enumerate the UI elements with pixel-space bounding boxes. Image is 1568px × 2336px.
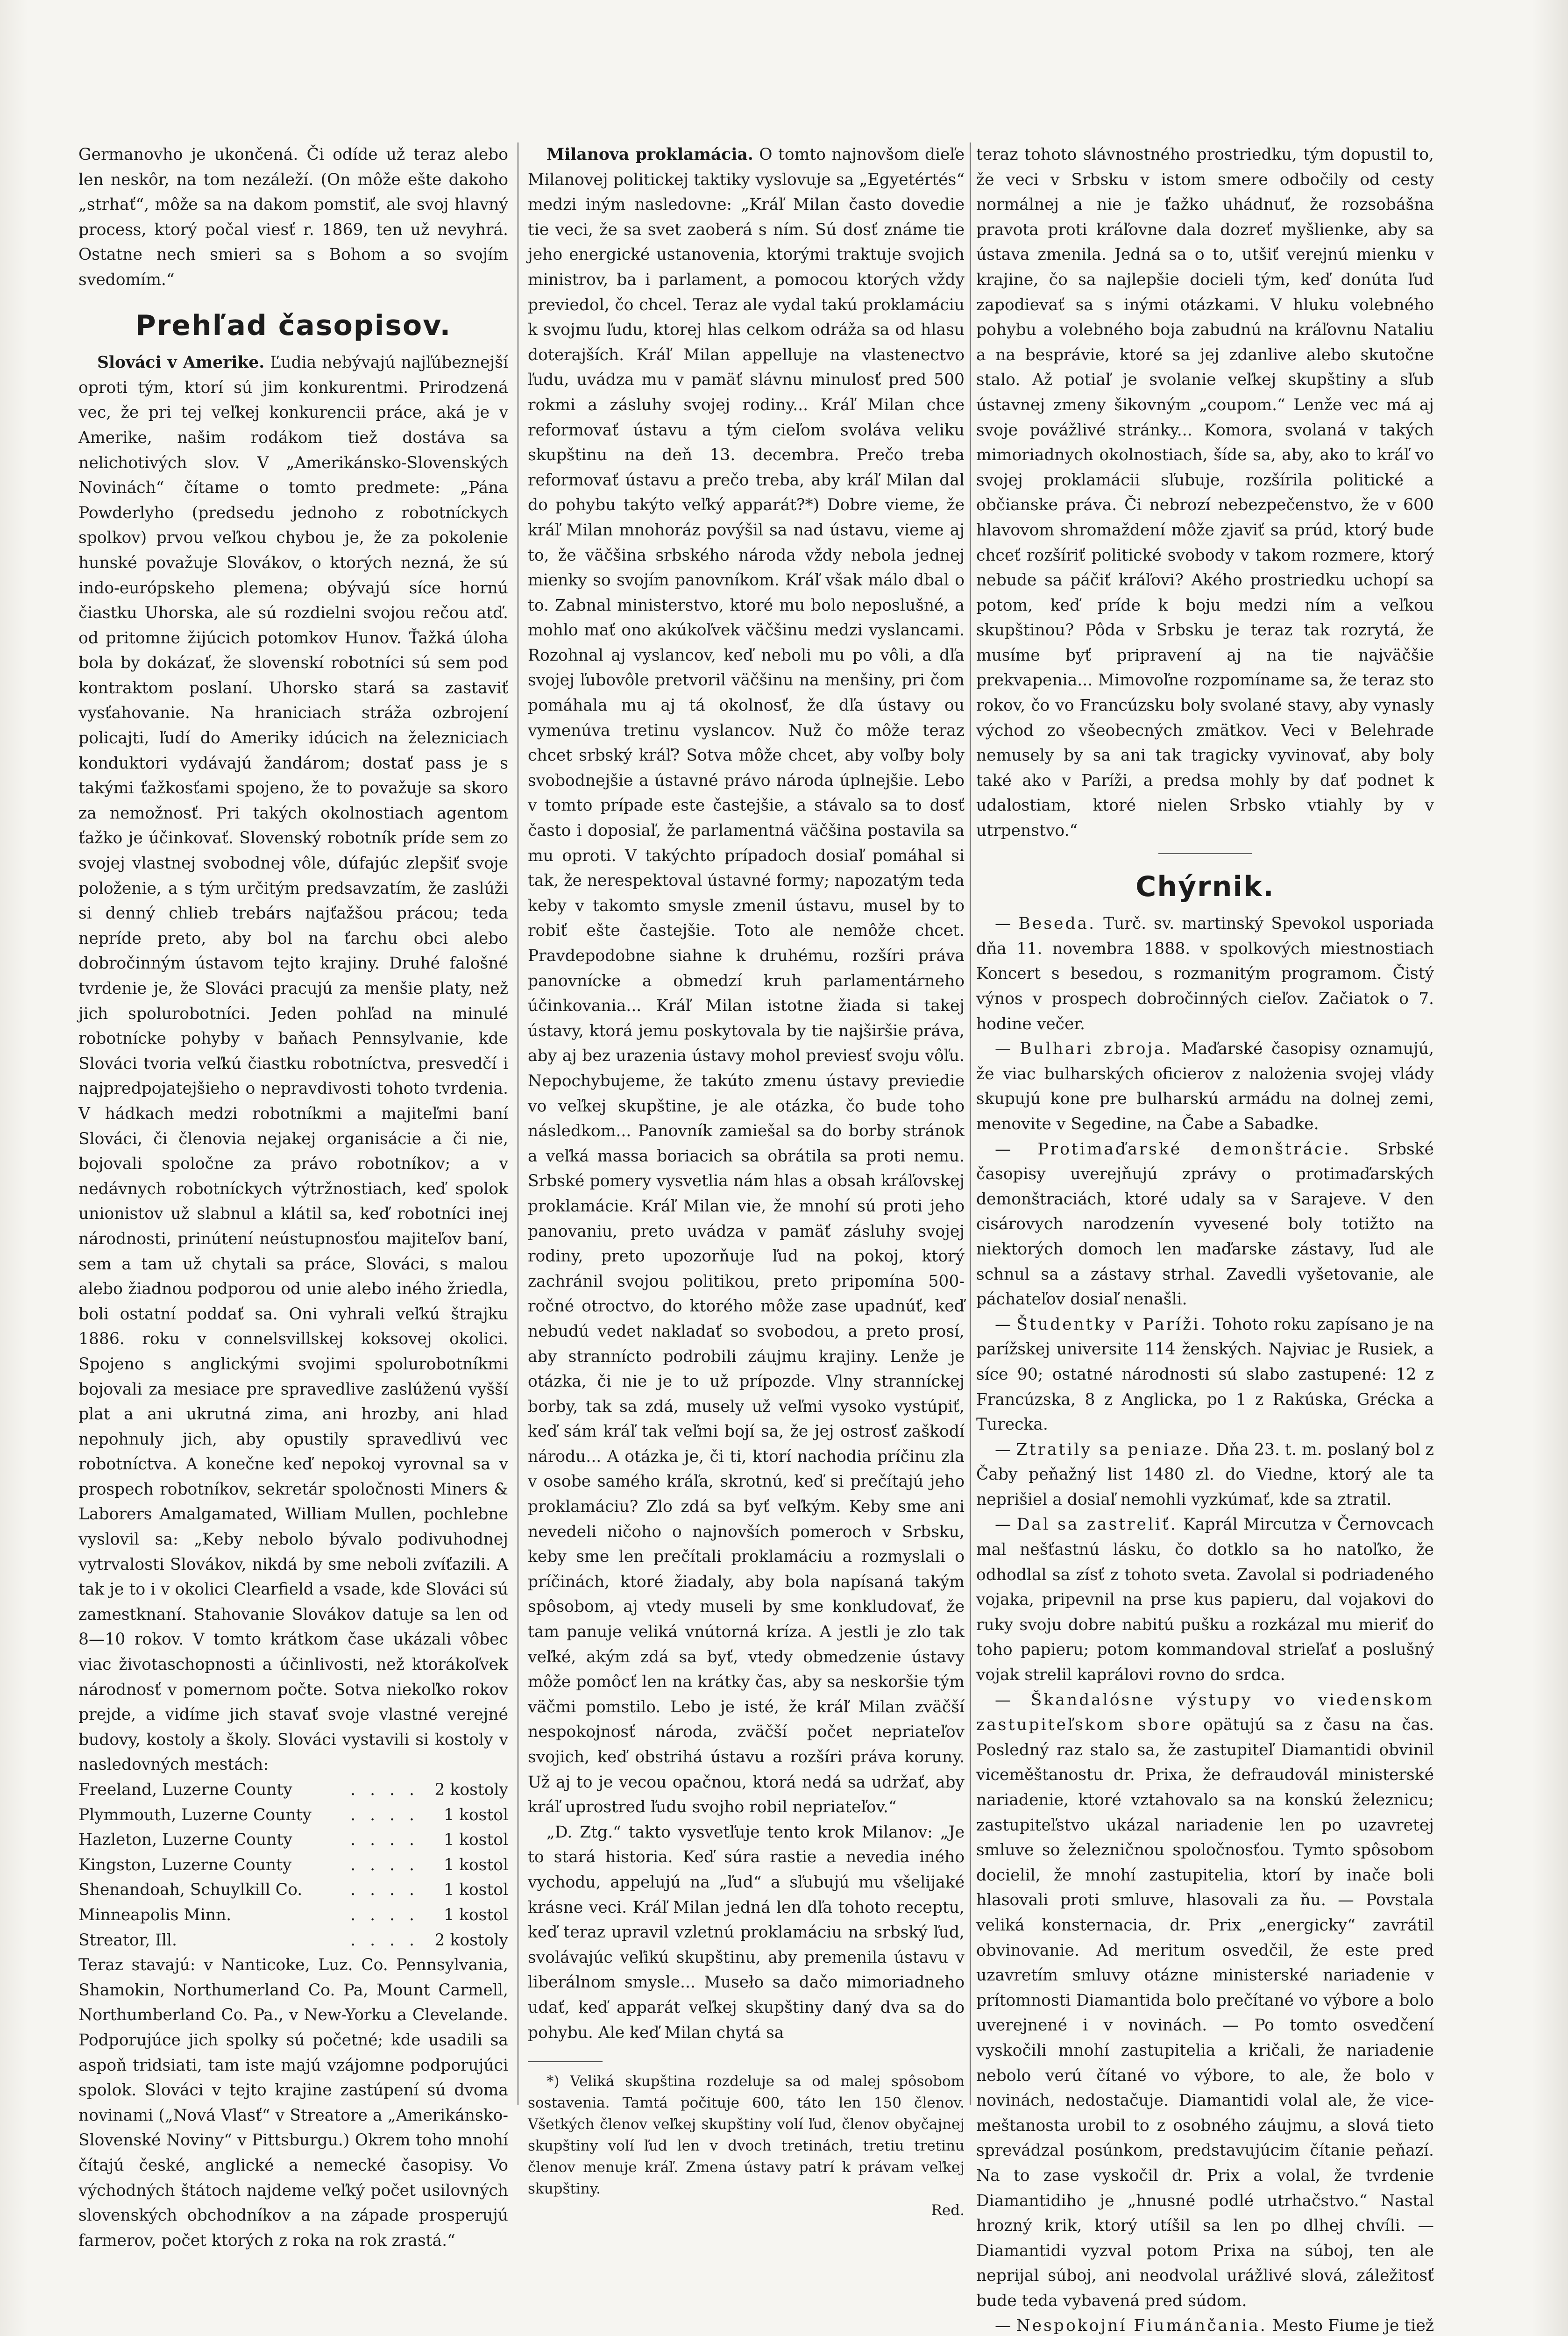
footnote: *) Veliká skupština rozdeluje sa od malej spôsobom sostavenia. Tamtá počituje 600, táto len 150 členov. Všetkých členov veľkej skupštiny volí ľud, členov obyčajnej skupštiny volí ľud len v dvoch tretinách, tretiu tretinu členov menuje kráľ. Zmena ústavy patrí k právam veľkej skupštiny. — [528, 2073, 965, 2198]
table-row — [78, 1828, 508, 1853]
leader-dots: . . . . — [350, 1905, 419, 1924]
news-item: — Beseda. Turč. sv. martinský Spevokol usporiada dňa 11. novembra 1888. v spolkových miestnostiach Koncert s besedou, s rozmanitým programom. Čistý výnos v prospech dobročinných cieľov. Začiatok o 7. hodine večer. — [976, 914, 1434, 1033]
table-row — [78, 1778, 508, 1803]
table-row — [78, 1878, 508, 1903]
leader-dots: . . . . — [350, 1880, 419, 1900]
leader-dots: . . . . — [350, 1855, 419, 1874]
news-body: Kaprál Mircutza v Černovcach mal nešťastnú lásku, čo dotklo sa ho natoľko, že odhodlal sa zísť z tohoto sveta. Zavolal si podriadeného vojaka, pripevnil na prse kus papieru, dal vojakovi do ruky svoju dobre nabitú pušku a rozkázal mu mieriť do toho papieru; potom kommandoval strieľať a poslušný vojak strelil kaprálovi rovno do srdca. — [976, 1515, 1434, 1685]
news-body: Tohoto roku zapísano je na parížskej universite 114 ženských. Najviac je Rusiek, a síce 90; ostatné národnosti sú slabo zastupené: 12 z Francúzska, 8 z Anglicka, po 1 z Rakúska, Grécka a Turecka. — [976, 1315, 1434, 1434]
count-cell: 2 kostoly — [434, 1780, 508, 1799]
news-item: — Študentky v Paríži. Tohoto roku zapísano je na parížskej universite 114 ženských. Najviac je Rusiek, a síce 90; ostatné národnosti sú slabo zastupené: 12 z Francúzska, 8 z Anglicka, po 1 z Rakúska, Grécka a Turecka. — [976, 1315, 1434, 1434]
leader-dots: . . . . — [350, 1830, 419, 1850]
article-title: Slováci v Amerike. — [97, 353, 265, 372]
news-title: Škandalósne výstupy vo viedenskom zastupiteľskom sbore — [976, 1690, 1434, 1735]
footnote-signature: Red. — [931, 2202, 965, 2219]
leader-dots: . . . . — [350, 1930, 419, 1950]
news-body: Dňa 23. t. m. poslaný bol z Čaby peňažný list 1480 zl. do Viedne, ktorý ale ta neprišiel a dosiaľ nemohli vyzkúmať, kde sa ztratil. — [976, 1440, 1434, 1509]
newspaper-name: „D. Ztg.“ — [546, 1823, 621, 1842]
section-heading-chyrnik: Chýrnik. — [1135, 870, 1275, 903]
table-row — [78, 1853, 508, 1878]
place-cell: Plymmouth, Luzerne County — [78, 1805, 312, 1824]
article-continuation: Germanovho je ukončená. Či odíde už teraz alebo len neskôr, na tom nezáleží. (On môže ešte dakoho „strhať“, môže sa na dakom pomstiť, ale svoj hlavný process, ktorý počal viesť r. 1869, ten už nevyhrá. Ostatne nech smieri sa s Bohom a so svojím svedomím.“ — [78, 145, 508, 289]
news-item: — Ztratily sa peniaze. Dňa 23. t. m. poslaný bol z Čaby peňažný list 1480 zl. do Viedne, ktorý ale ta neprišiel a dosiaľ nemohli vyzkúmať, kde sa ztratil. — [976, 1440, 1434, 1509]
place-cell: Kingston, Luzerne County — [78, 1855, 292, 1874]
news-title: Ztratily sa peniaze. — [1016, 1440, 1211, 1459]
article-slovaci — [78, 350, 508, 1778]
table-row — [78, 1803, 508, 1828]
place-cell: Streator, Ill. — [78, 1930, 177, 1950]
news-item: — Nespokojní Fiumánčania. Mesto Fiume je tiež — [976, 2314, 1434, 2336]
news-title: Protimaďarské demonštrácie. — [1037, 1140, 1351, 1159]
news-item: — Škandalósne výstupy vo viedenskom zastupiteľskom sbore opätujú sa z času na čas. Posledný raz stalo sa, že zastupiteľ Diamantidi obvinil viceměštanostu dr. Prixa, že defraudovál ministerské nariadenie, ktoré vztahovalo sa na konskú železnicu; zastupiteľstvo ukázal nariadenie len po uzavretej smluve so železničnou spoločnosťou. Tymto spôsobom docielil, že mnohí zastupitelia, ktorí by inače boli hlasovali proti smluve, hlasovali za ňu. — Povstala veliká konsternacia, dr. Prix „energicky“ zavrátil obvinovanie. Ad meritum osvedčil, že este pred uzavretím smluvy otázne ministerské nariadenie v prítomnosti Diamantida bolo prečítané vo výbore a bolo uverejnené i v novinách. — Po tomto osvedčení vyskočili mnohí zastupitelia a kričali, že nariadenie nebolo verú čítané vo výbore, to ale, že bolo v novinách, nedostačuje. Diamantidi volal ale, že vice-meštanosta urobil to z osobného záujmu, a slová tieto sprevádzal posúnkom, predstavujúcim čítanie peňazí. Na to zase vyskočil dr. Prix a volal, že tvrdenie Diamantidiho je „hnusné podlé utrhačstvo.“ Nastal hrozný krik, ktorý utíšil sa len po dlhej chvíli. — Diamantidi vyzval potom Prixa na súboj, ten ale neprijal súboj, ani neodvolal urážlivé slová, záležitosť bude teda vybavená pred súdom. — [976, 1690, 1434, 2310]
column-middle — [528, 142, 965, 2221]
news-body: Turč. sv. martinský Spevokol usporiada dňa 11. novembra 1888. v spolkových miestnostiach Koncert s besedou, s rozmanitým programom. Čistý výnos v prospech dobročinných cieľov. Začiatok o 7. hodine večer. — [976, 914, 1434, 1033]
table-row — [78, 1903, 508, 1928]
news-title: Nespokojní Fiumánčania. — [1016, 2316, 1267, 2336]
churches-table — [78, 1778, 508, 1953]
count-cell: 1 kostol — [444, 1805, 508, 1824]
section-divider — [1158, 853, 1252, 854]
news-title: Beseda. — [1018, 914, 1096, 933]
table-row — [78, 1928, 508, 1953]
place-cell: Shenandoah, Schuylkill Co. — [78, 1880, 303, 1900]
place-cell: Minneapolis Minn. — [78, 1905, 232, 1924]
article-body: takto vysvetľuje tento krok Milanov: „Je to stará historia. Keď súra rastie a nevedia iného vychodu, appelujú na „ľud“ a sľubujú mu všelijaké krásne veci. Kráľ Milan jedná len dľa tohoto receptu, keď teraz upravil vzletnú proklamáciu na srbský ľud, svolávajúc veľikú skupštinu, aby premenila ústavu v liberálnom smysle... Museło sa dačo mimoriadneho udať, keď apparát veľkej skupštiny daný dva sa do pohybu. Ale keď Milan chytá sa — [528, 1823, 965, 2042]
article-body: O tomto najnovšom dieľe Milanovej politickej taktiky vyslovuje sa „Egyetértés“ medzi iným nasledovne: „Kráľ Milan často dovedie tie veci, že sa svet zaoberá s ním. Sú dosť známe tie jeho energické ustanovenia, ktorými traktuje svojich ministrov, ba i parlament, a pomocou ktorých vždy previedol, čo chcel. Teraz ale vydal takú proklamáciu k svojmu ľudu, ktorej hlas celkom odráža sa od hlasu doterajších. Kráľ Milan appelluje na vlastenectvo ľudu, uvádza mu v pamäť slávnu minulosť pred 500 rokmi a zásluhy svojej rodiny... Kráľ Milan chce reformovať ústavu a tým cieľom svoláva veliku skupštinu na deň 13. decembra. Prečo treba reformovať ústavu a prečo treba, aby kráľ Milan dal do pohybu takýto veľký apparát?*) Dobre vieme, že kráľ Milan mnohoráz povýšil sa nad ústavu, vieme aj to, že väčšina srbského národa vždy nebola jednej mienky so svojím panovníkom. Kráľ však málo dbal o to. Zabnal ministerstvo, ktoré mu bolo neposlušné, a mohlo mať ono akúkoľvek väčšinu medzi vyslancami. Rozohnal aj vyslancov, keď neboli mu po vôli, a dľa svojej ľubovôle pretvoril väčšinu na menšiny, pri čom pomáhala mu aj tá okolnosť, že dľa ústavy ou vymenúva tretinu vyslancov. Nuž čo môže teraz chcet srbský kráľ? Sotva môže chcet, aby voľby boly svobodnejšie a ústavné právo národa úplnejšie. Lebo v tomto prípade este častejšie, a stávalo sa to dosť často i doposiaľ, že parlamentná väčšina postavila sa mu oproti. V takýchto prípadoch dosiaľ pomáhal si tak, že nerespektoval ústavné formy; napozatým teda keby v takomto smysle zmenil ústavu, musel by to robiť ešte častejšie. Toto ale nemôže chcet. Pravdepodobne siahne k druhému, rozšíri práva panovnícke a obmedzí kruh parlamentárneho účinkovania... Kráľ Milan istotne žiada si takej ústavy, ktorá jemu poskytovala by tie najširšie práva, aby aj bez urazenia ústavy mohol previesť svoju vôľu. Nepochybujeme, že takúto zmenu ústavy previedie vo veľkej skupštine, je ale otázka, čo bude toho následkom... Panovník zamiešal sa do borby stránok a veľká massa boriacich sa obrátila sa proti nemu. Srbské pomery vysvetlia nám hlas a obsah kráľovskej proklamácie. Kráľ Milan vie, že mnohí sú proti jeho panovaniu, preto uvádza v pamäť zásluhy svojej rodiny, preto upozorňuje ľud na pokoj, ktorý zachránil svojou politikou, preto pripomína 500-ročné otroctvo, do ktorého môže zase upadnúť, keď nebudú vedet nakladať so svobodou, a preto prosí, aby strannícto podrobili záujmu krajiny. Lenže je otázka, či nie je to už prípozde. Vlny stranníckej borby, tak sa zdá, musely už veľmi vysoko vystúpiť, keď sám kráľ tak veľmi bojí sa, že jej ostrosť zaškodí národu... A otázka je, či ti, ktorí nachodia príčinu zla v osobe samého kráľa, skrotnú, keď si prečítajú jeho proklamáciu? Zlo zdá sa byť veľkým. Keby sme ani nevedeli ničoho o najnovších pomeroch v Srbsku, keby sme len prečítali proklamáciu a rozmyslali o príčinách, ktoré žiadaly, aby bola napísaná takým spôsobom, aj vtedy museli by sme konkludovať, že tam panuje veliká vnútorná kríza. A jestli je zlo tak veľké, akým zdá sa byť, vtedy obmedzenie ústavy môže pomôcť len na krátky čas, aby sa neskoršie tým väčmi pomstilo. Lebo je isté, že kráľ Milan zväčší nespokojnosť národa, zväčší počet nepriateľov svojich, keď obstrihá ústavu a rozšíri práva koruny. Už aj to je vecou opačnou, ktorá nedá sa udržať, aby kráľ uprostred ľudu svojho robil nepriateľov.“ — [528, 145, 965, 1817]
news-title: Študentky v Paríži. — [1016, 1315, 1207, 1334]
news-item: — Protimaďarské demonštrácie. Srbské časopisy uverejňujú zprávy o protimaďarských demonštraciách, ktoré udaly sa v Sarajeve. V den cisárovych narodzenín vyvesené boly totižto na niektorých domoch len maďarske zástavy, ľud ale schnul sa a zástavy strhal. Zavedli vyšetovanie, ale páchateľov dosiaľ nenašli. — [976, 1140, 1434, 1309]
leader-dots: . . . . — [350, 1780, 419, 1799]
news-body: Srbské časopisy uverejňujú zprávy o protimaďarských demonštraciách, ktoré udaly sa v Sarajeve. V den cisárovych narodzenín vyvesené boly totižto na niektorých domoch len maďarske zástavy, ľud ale schnul sa a zástavy strhal. Zavedli vyšetovanie, ale páchateľov dosiaľ nenašli. — [976, 1140, 1434, 1309]
news-item: — Dal sa zastreliť. Kaprál Mircutza v Černovcach mal nešťastnú lásku, čo dotklo sa ho natoľko, že odhodlal sa zísť z tohoto sveta. Zavolal si podriadeného vojaka, pripevnil na prse kus papieru, dal vojakovi do ruky svoju dobre nabitú pušku a rozkázal mu mieriť do toho papieru; potom kommandoval strieľať a poslušný vojak strelil kaprálovi rovno do srdca. — [976, 1515, 1434, 1685]
place-cell: Hazleton, Luzerne County — [78, 1830, 292, 1850]
article-title: Milanova proklamácia. — [546, 145, 753, 164]
leader-dots: . . . . — [350, 1805, 419, 1824]
news-body: opätujú sa z času na čas. Posledný raz stalo sa, že zastupiteľ Diamantidi obvinil viceměštanostu dr. Prixa, že defraudovál ministerské nariadenie, ktoré vztahovalo sa na konskú železnicu; zastupiteľstvo ukázal nariadenie len po uzavretej smluve so železničnou spoločnosťou. Tymto spôsobom docielil, že mnohí zastupitelia, ktorí by inače boli hlasovali proti smluve, hlasovali za ňu. — Povstala veliká konsternacia, dr. Prix „energicky“ zavrátil obvinovanie. Ad meritum osvedčil, že este pred uzavretím smluvy otázne ministerské nariadenie v prítomnosti Diamantida bolo prečítané vo výbore a bolo uverejnené i v novinách. — Po tomto osvedčení vyskočili mnohí zastupitelia a kričali, že nariadenie nebolo verú čítané vo výbore, to ale, že bolo v novinách, nedostačuje. Diamantidi volal ale, že vice-meštanosta urobil to z osobného záujmu, a slová tieto sprevádzal posúnkom, predstavujúcim čítanie peňazí. Na to zase vyskočil dr. Prix a volal, že tvrdenie Diamantidiho je „hnusné podlé utrhačstvo.“ Nastal hrozný krik, ktorý utíšil sa len po dlhej chvíli. — Diamantidi vyzval potom Prixa na súboj, ten ale neprijal súboj, ani neodvolal urážlivé slová, záležitosť bude teda vybavená pred súdom. — [976, 1716, 1434, 2310]
news-item: — Bulhari zbroja. Maďarské časopisy oznamujú, že viac bulharských oficierov z nalożenia svojej vlády skupujú kone pre bulharskú armádu na dolnej zemi, menovite v Segedine, na Čabe a Sabadke. — [976, 1040, 1434, 1133]
column-left — [78, 142, 508, 2253]
news-body: Mesto Fiume je tiež — [1272, 2316, 1434, 2336]
news-title: Bulhari zbroja. — [1020, 1040, 1173, 1059]
count-cell: 1 kostol — [444, 1880, 508, 1900]
count-cell: 2 kostoly — [434, 1930, 508, 1950]
article-milan — [528, 142, 965, 1820]
article-body: Ľudia nebývajú najľúbeznejší oproti tým, ktorí sú jim konkurentmi. Prirodzená vec, že pri tej veľkej konkurencii práce, aká je v Amerike, našim rodákom tiež dostáva sa nelichotivých slov. V „Amerikánsko-Slovenských Novinách“ čítame o tomto predmete: „Pána Powderlyho (predsedu jednoho z robotníckych spolkov) prvou veľkou chybou je, že za pokolenie hunské považuje Slovákov, o ktorých nezná, že sú indo-európskeho plemena; obývajú síce hornú čiastku Uhorska, ale sú rozdielni svojou rečou atď. od pritomne žijúcich potomkov Hunov. Ťažká úloha bola by dokázať, že slovenskí robotníci sú sem pod kontraktom poslaní. Uhorsko stará sa zastaviť vysťahovanie. Na hraniciach stráža ozbrojení policajti, ľudí do Ameriky idúcich na železniciach konduktori vydávajú žandárom; dostať pass je s takými ťažkosťami spojeno, že to považuje sa skoro za nemožnosť. Pri takých okolnostiach agentom ťažko je účinkovať. Slovenský robotník príde sem zo svojej vlastnej svobodnej vôle, dúfajúc zlepšiť svoje položenie, a s tým určitým predsavzatím, že zaslúži si denný chlieb trebárs najťažšou prácou; teda nepríde preto, aby bol na ťarchu obci alebo dobročinným ústavom tejto krajiny. Druhé falošné tvrdenie je, že Slováci pracujú za menšie platy, než jich spolurobotníci. Jeden pohľad na minulé robotnícke pohyby v baňach Pennsylvanie, kde Slováci tvoria veľkú čiastku robotníctva, presvedčí i najpredpojatejšieho o nepravdivosti tohoto tvrdenia. V hádkach medzi robotníkmi a majiteľmi baní Slováci, či členovia nejakej organisácie a či nie, bojovali spoločne za právo robotníkov; a v nedávnych robotníckych výtržnostiach, keď spolok unionistov už slabnul a klátil sa, keď robotníci inej národnosti, prinútení neústupnosťou majiteľov baní, sem a tam už chytali sa práce, Slováci, s malou alebo žiadnou podporou od unie alebo iného žriedla, boli ostatní poddať sa. Oni vyhrali veľkú štrajku 1886. roku v connelsvillskej koksovej okolici. Spojeno s anglickými svojimi spolurobotníkmi bojovali za mesiace pre spravedlive zaslúženú vyšší plat a ani ukrutná zima, ani hrozby, ani hlad nepohnuly jich, aby opustily spravedlivú vec robotníctva. A konečne keď nepokoj vyrovnal sa v prospech robotníkov, sekretár spoločnosti Miners & Laborers Amalgamated, William Mullen, pochlebne vyslovil sa: „Keby nebolo bývalo podivuhodnej vytrvalosti Slovákov, nikdá by sme neboli zvíťazili. A tak je to i v okolici Clearfield a vsade, kde Slováci sú zamestknaní. Stahovanie Slovákov datuje sa len od 8—10 rokov. V tomto krátkom čase ukázali vôbec viac životaschopnosti a účinlivosti, než ktorákoľvek národnosť v pomernom počte. Sotva niekoľko rokov prejde, a vidíme jich stavať svoje vlastné verejné budovy, kostoly a školy. Slováci vystavili si kostoly v nasledovných mestách: — [78, 353, 508, 1774]
column-divider-right — [970, 142, 971, 2105]
count-cell: 1 kostol — [444, 1905, 508, 1924]
news-body: Maďarské časopisy oznamujú, že viac bulharských oficierov z nalożenia svojej vlády skupujú kone pre bulharskú armádu na dolnej zemi, menovite v Segedine, na Čabe a Sabadke. — [976, 1040, 1434, 1133]
article-dztg — [528, 1820, 965, 2045]
news-title: Dal sa zastreliť. — [1016, 1515, 1178, 1534]
column-right — [976, 142, 1434, 2336]
article-milan-continuation: teraz tohoto slávnostného prostriedku, tým dopustil to, že veci v Srbsku v istom smere odbočily od cesty normálnej a nie je ťažko uhádnuť, že rozsobášna pravota proti kráľovne dala dozreť myšlienke, aby sa ústava zmenila. Jedná sa o to, utšiť verejnú mienku v krajine, čo sa najlepšie docieli tým, keď donúta ľud zapodievať sa s inými otázkami. V hluku volebného pohybu a volebného boja zabudnú na kráľovnu Nataliu a na besprávie, ktoré sa jej zdanlive alebo skutočne stalo. Až potiaľ je svolanie veľkej skupštiny a sľub ústavnej zmeny šikovným „coupom.“ Lenže vec má aj svoje povážlivé stránky... Komora, svolaná v takých mimoriadnych okolnostiach, šíde sa, aby, ako to kráľ vo svojej proklamácii sľubuje, rozšírila politické a občianske práva. Či nebrozí nebezpečenstvo, že v 600 hlavovom shromaždení môže zjaviť sa prúd, ktorý bude chceť rozšíriť politické svobody v takom rozmere, ktorý nebude sa páčiť kráľovi? Akého prostriedku uchopí sa potom, keď príde k boju medzi ním a veľkou skupštinou? Pôda v Srbsku je teraz tak rozrytá, že musíme byť pripravení aj na tie najväčšie prekvapenia... Mimovoľne rozpomíname sa, že teraz sto rokov, čo vo Francúzsku boly svolané stavy, aby vynasly východ zo všeobecných zmätkov. Veci v Belehrade nemusely by sa ani tak tragicky vyvinovať, aby boly také ako v Paríži, a predsa mohly by dať podnet k udalostiam, ktoré nielen Srbsko vtiahly by v utrpenstvo.“ — [976, 145, 1434, 840]
place-cell: Freeland, Luzerne County — [78, 1780, 292, 1799]
count-cell: 1 kostol — [444, 1855, 508, 1874]
section-heading-prehlad: Prehľad časopisov. — [135, 309, 452, 342]
article-slovaci-outro: Teraz stavajú: v Nanticoke, Luz. Co. Pennsylvania, Shamokin, Northumerland Co. Pa, Mount Carmell, Northumberland Co. Pa., v New-Yorku a Clevelande. Podporujúce jich spolky sú početné; kde usadili sa aspoň tridsiati, tam iste majú vzájomne podporujúci spolok. Slováci v tejto krajine zastúpení sú dvoma novinami („Nová Vlasť“ v Streatore a „Amerikánsko-Slovenské Noviny“ v Pittsburgu.) Okrem toho mnohí čítajú české, anglické a nemecké časopisy. Vo východných štátoch najdeme veľký počet usilovných slovenských obchodníkov a na západe prosperujú farmerov, počet ktorých z roka na rok zrastá.“ — [78, 1956, 508, 2250]
count-cell: 1 kostol — [444, 1830, 508, 1850]
footnote-divider — [528, 2061, 603, 2062]
